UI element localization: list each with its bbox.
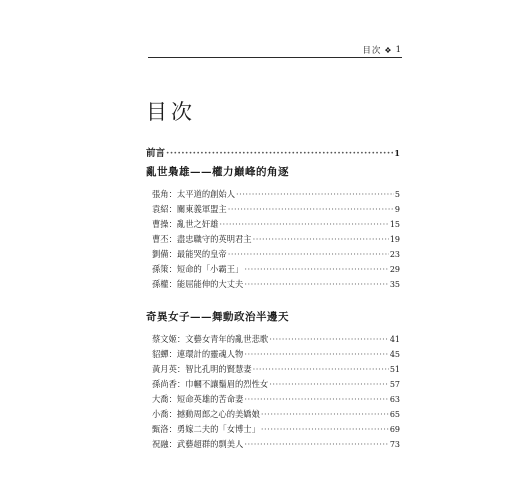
entry-page: 15 [389, 220, 400, 229]
toc-entry[interactable]: 大喬 ： 短命英雄的苦命妻 ····· 63 [152, 393, 400, 405]
toc-entry[interactable]: 劉備 ： 最能哭的皇帝 ····· 23 [152, 248, 400, 260]
running-title: 目次 [362, 46, 382, 56]
preface-label: 前言 [146, 148, 166, 159]
header-page-number: 1 [395, 45, 402, 55]
entry-name: 曹操 [152, 219, 169, 229]
toc-entry[interactable]: 孫權 ： 能屈能伸的大丈夫 ····· 35 [152, 278, 400, 290]
leader-dots [219, 219, 388, 229]
preface-page: 1 [394, 148, 400, 158]
leader-dots [269, 334, 389, 344]
leader-dots [253, 234, 389, 244]
header-rule [148, 57, 402, 58]
entry-desc: 文藝女青年的亂世悲歌 [185, 334, 269, 344]
toc-entry[interactable]: 貂蟬 ： 連環計的靈魂人物 ····· 45 [152, 348, 400, 360]
leader-dots [261, 424, 389, 434]
entry-page: 35 [389, 280, 400, 289]
toc-entry[interactable]: 曹操 ： 亂世之奸雄 ····· 15 [152, 218, 400, 230]
entry-desc: 太平道的創始人 [176, 189, 236, 199]
ornament-icon: ❖ [384, 45, 393, 55]
entry-name: 袁紹 [152, 204, 169, 214]
running-head [362, 44, 402, 56]
entry-desc: 短命英雄的苦命妻 [176, 394, 244, 404]
entry-page: 23 [389, 250, 400, 259]
entry-name: 孫策 [152, 264, 169, 274]
entry-name: 劉備 [152, 249, 169, 259]
toc-title: 目次 [146, 100, 196, 124]
toc-entry[interactable]: 甄洛 ： 勇嫁二夫的「女博士」 ····· 69 [152, 423, 400, 435]
entry-page: 9 [394, 205, 400, 214]
entry-name: 曹丕 [152, 234, 169, 244]
entry-desc: 巾幗不讓鬚眉的烈性女 [185, 379, 269, 389]
leader-dots [261, 409, 389, 419]
entry-desc: 盡忠職守的英明君主 [176, 234, 252, 244]
toc-entry[interactable]: 黃月英 ： 智比孔明的賢慧妻 ····· 51 [152, 363, 400, 375]
entry-desc: 關東義軍盟主 [176, 204, 227, 214]
entry-name: 張角 [152, 189, 169, 199]
toc-entry[interactable]: 蔡文姬 ： 文藝女青年的亂世悲歌 ····· 41 [152, 333, 400, 345]
section-heading: 亂世梟雄——權力巔峰的角逐 [146, 166, 289, 178]
entry-page: 29 [389, 265, 400, 274]
entry-page: 73 [389, 440, 400, 449]
toc-entry[interactable]: 張角 ： 太平道的創始人 ····· 5 [152, 188, 400, 200]
entry-desc: 撼動周郎之心的美嬌娘 [176, 409, 260, 419]
entry-name: 貂蟬 [152, 349, 169, 359]
leader-dots [228, 249, 389, 259]
entry-page: 65 [389, 410, 400, 419]
toc-entry[interactable]: 袁紹 ： 關東義軍盟主 ····· 9 [152, 203, 400, 215]
leader-dots [244, 349, 389, 359]
entry-page: 41 [389, 335, 400, 344]
toc-entry[interactable]: 孫尚香 ： 巾幗不讓鬚眉的烈性女 ····· 57 [152, 378, 400, 390]
entry-name: 甄洛 [152, 424, 169, 434]
leader-dots [244, 264, 389, 274]
entry-desc: 短命的「小霸王」 [176, 264, 244, 274]
leader-dots [253, 364, 389, 374]
entry-page: 45 [389, 350, 400, 359]
entry-name: 蔡文姬 [152, 334, 177, 344]
leader-dots [269, 379, 389, 389]
section-heading: 奇異女子——舞動政治半邊天 [146, 311, 289, 323]
leader-dots [244, 279, 389, 289]
entry-desc: 武藝超群的剽美人 [176, 439, 244, 449]
entry-page: 69 [389, 425, 400, 434]
entry-name: 祝融 [152, 439, 169, 449]
leader-dots [228, 204, 394, 214]
entry-name: 大喬 [152, 394, 169, 404]
entry-page: 57 [389, 380, 400, 389]
entry-desc: 最能哭的皇帝 [176, 249, 227, 259]
toc-entry[interactable]: 祝融 ： 武藝超群的剽美人 ····· 73 [152, 438, 400, 450]
entry-name: 孫權 [152, 279, 169, 289]
entry-name: 孫尚香 [152, 379, 177, 389]
entry-page: 19 [389, 235, 400, 244]
leader-dots [244, 394, 389, 404]
leader-dots [244, 439, 389, 449]
entry-page: 63 [389, 395, 400, 404]
entry-page: 5 [394, 190, 400, 199]
toc-entry[interactable]: 曹丕 ： 盡忠職守的英明君主 ····· 19 [152, 233, 400, 245]
entry-page: 51 [389, 365, 400, 374]
entry-desc: 能屈能伸的大丈夫 [176, 279, 244, 289]
toc-entry[interactable]: 孫策 ： 短命的「小霸王」 ····· 29 [152, 263, 400, 275]
toc-preface-row[interactable] [146, 145, 400, 159]
leader-dots [166, 148, 393, 159]
entry-desc: 連環計的靈魂人物 [176, 349, 244, 359]
entry-name: 小喬 [152, 409, 169, 419]
toc-entry[interactable]: 小喬 ： 撼動周郎之心的美嬌娘 ····· 65 [152, 408, 400, 420]
entry-desc: 勇嫁二夫的「女博士」 [176, 424, 260, 434]
entry-desc: 亂世之奸雄 [176, 219, 219, 229]
entry-name: 黃月英 [152, 364, 177, 374]
entry-desc: 智比孔明的賢慧妻 [185, 364, 252, 374]
leader-dots [236, 189, 394, 199]
